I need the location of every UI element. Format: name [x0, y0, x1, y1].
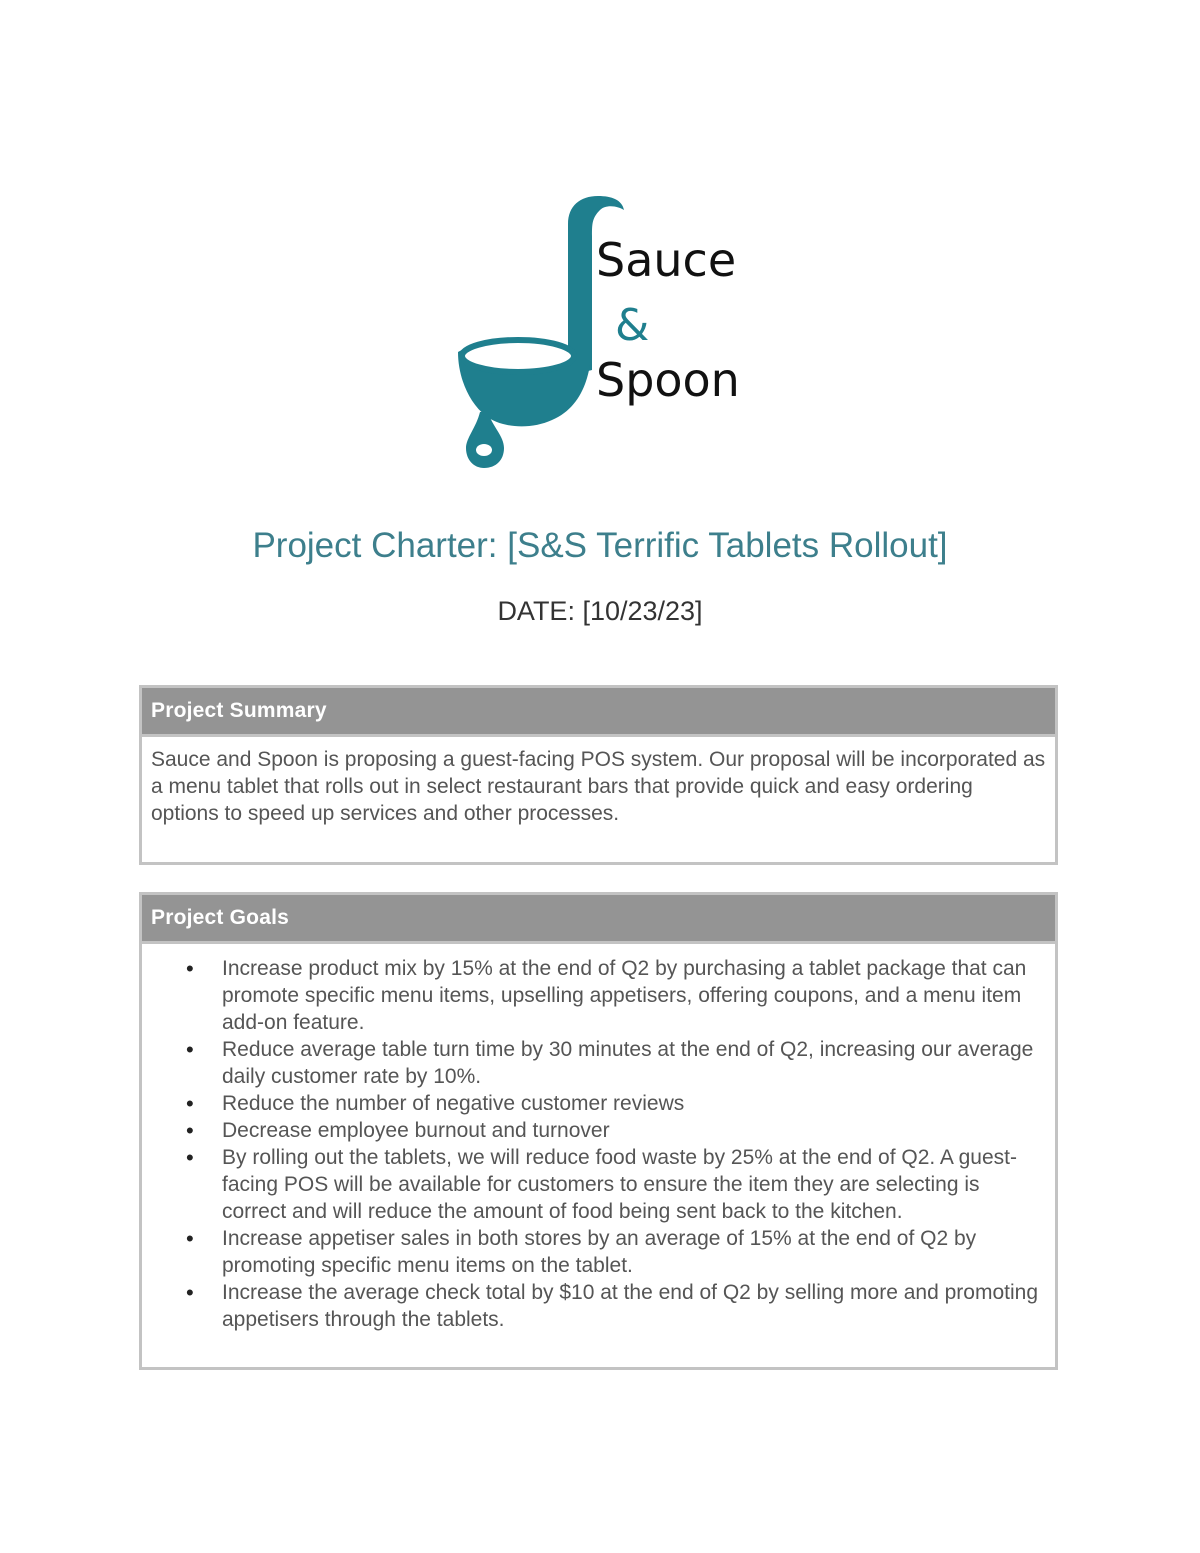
list-item	[186, 1279, 1041, 1333]
goal-text: Increase the average check total by $10 at the end of Q2 by selling more and promoting appetisers through the tablets.	[222, 1281, 1038, 1331]
bullet-icon: •	[186, 1037, 194, 1062]
project-goals-section	[139, 892, 1058, 1370]
goal-text: By rolling out the tablets, we will reduce food waste by 25% at the end of Q2. A guest-facing POS will be available for customers to ensure the item they are selecting is correct and will reduce the amount of food being sent back to the kitchen.	[222, 1146, 1017, 1223]
goal-text: Decrease employee burnout and turnover	[222, 1119, 610, 1142]
goal-text: Reduce the number of negative customer reviews	[222, 1092, 685, 1115]
project-summary-heading: Project Summary	[142, 688, 1055, 737]
logo-word-sauce: Sauce	[596, 233, 737, 287]
list-item	[186, 1090, 1041, 1117]
goal-text: Increase product mix by 15% at the end of Q2 by purchasing a tablet package that can promote specific menu items, upselling appetisers, offering coupons, and a menu item add-on feature.	[222, 957, 1027, 1034]
bullet-icon: •	[186, 1280, 194, 1305]
bullet-icon: •	[186, 1226, 194, 1251]
project-goals-heading: Project Goals	[142, 895, 1055, 944]
page-title: Project Charter: [S&S Terrific Tablets Rollout]	[252, 526, 948, 565]
logo-ampersand: &	[615, 300, 650, 351]
sauce-and-spoon-logo	[440, 180, 760, 480]
list-item	[186, 955, 1041, 1036]
list-item	[186, 1144, 1041, 1225]
logo-word-spoon: Spoon	[596, 353, 740, 407]
project-summary-section	[139, 685, 1058, 865]
ladle-icon	[440, 180, 760, 480]
goal-text: Increase appetiser sales in both stores by an average of 15% at the end of Q2 by promoting specific menu items on the tablet.	[222, 1227, 977, 1277]
list-item	[186, 1117, 1041, 1144]
bullet-icon: •	[186, 1145, 194, 1170]
bullet-icon: •	[186, 956, 194, 981]
goal-text: Reduce average table turn time by 30 minutes at the end of Q2, increasing our average daily customer rate by 10%.	[222, 1038, 1034, 1088]
bullet-icon: •	[186, 1091, 194, 1116]
list-item	[186, 1036, 1041, 1090]
document-date: DATE: [10/23/23]	[497, 596, 703, 626]
list-item	[186, 1225, 1041, 1279]
project-summary-text: Sauce and Spoon is proposing a guest-facing POS system. Our proposal will be incorporated as a menu tablet that rolls out in select restaurant bars that provide quick and easy ordering options to speed up services and other processes.	[151, 748, 1046, 825]
bullet-icon: •	[186, 1118, 194, 1143]
project-goals-list	[142, 944, 1055, 1333]
